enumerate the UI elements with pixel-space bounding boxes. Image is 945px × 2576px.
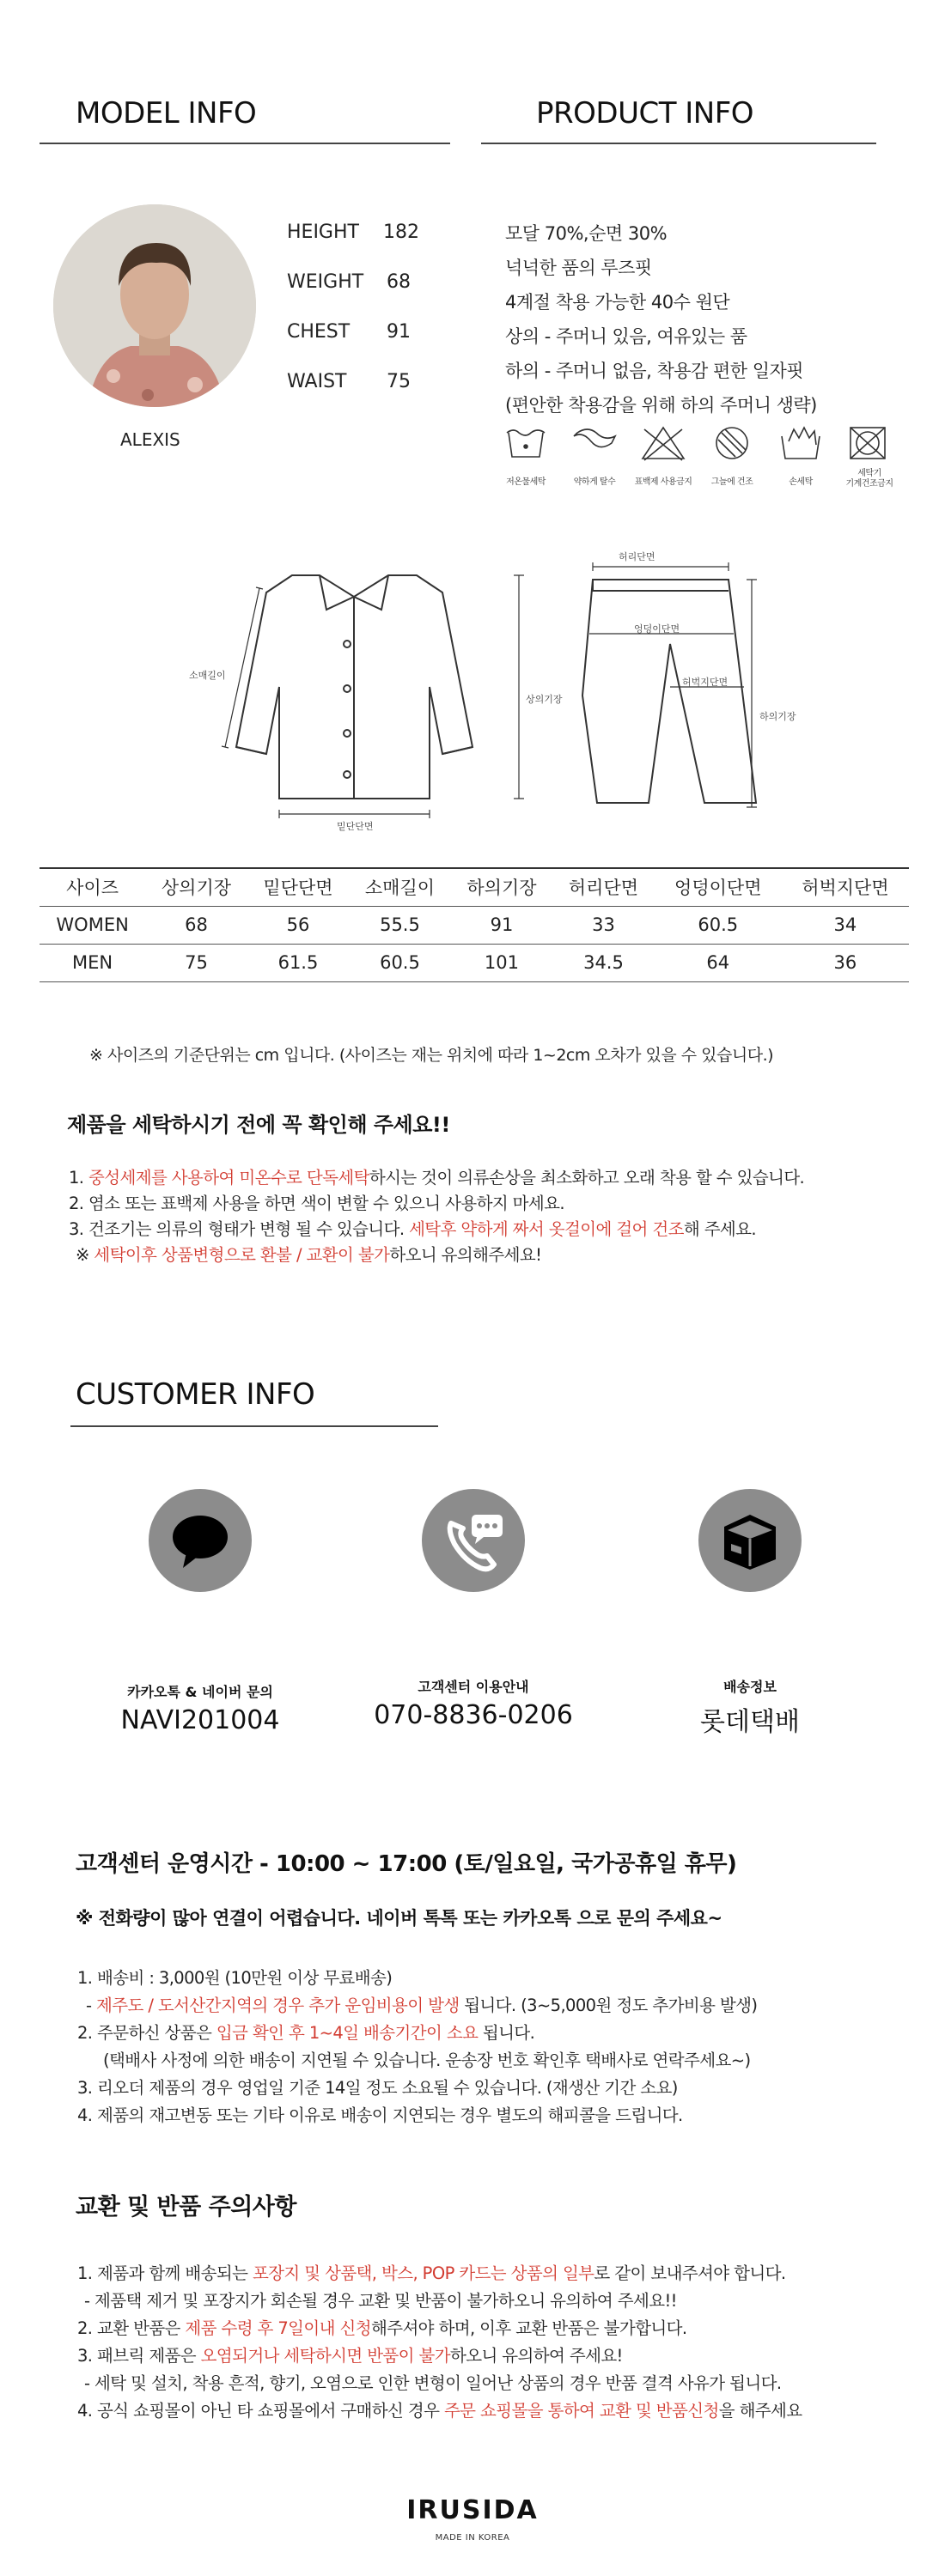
shipping-line-2: - 제주도 / 도서산간지역의 경우 추가 운임비용이 발생 됩니다. (3~5,000원 정도 추가비용 발생) <box>86 1996 758 2015</box>
kakao-id[interactable]: NAVI201004 <box>120 1705 280 1735</box>
hand-wash-icon <box>782 428 820 459</box>
table-cell: 68 <box>185 914 208 935</box>
table-cell: 56 <box>286 914 310 935</box>
wash-line-4: ※ 세탁이후 상품변형으로 환불 / 교환이 불가하오니 유의해주세요! <box>76 1245 542 1265</box>
returns-title: 교환 및 반품 주의사항 <box>76 2194 296 2221</box>
table-cell: 34.5 <box>583 952 624 973</box>
table-cell: 61.5 <box>277 952 319 973</box>
returns-line-1: 1. 제품과 함께 배송되는 포장지 및 상품택, 박스, POP 카드는 상품의 일부로 같이 보내주셔야 합니다. <box>77 2263 786 2283</box>
size-col-header: 사이즈 <box>66 878 119 899</box>
phone-icon <box>422 1489 525 1592</box>
product-info-divider <box>481 143 876 144</box>
stat-weight-label: WEIGHT <box>287 271 364 293</box>
table-cell: 60.5 <box>380 952 420 973</box>
size-diagram <box>172 550 790 841</box>
size-col-header: 상의기장 <box>161 878 232 899</box>
dim-shirt-hem: 밑단단면 <box>337 821 374 832</box>
low-temp-wash-icon <box>507 430 545 457</box>
no-tumble-dry-icon <box>850 428 885 459</box>
shipping-line-5: 3. 리오더 제품의 경우 영업일 기준 14일 정도 소요될 수 있습니다. (재생산 기간 소요) <box>77 2078 678 2098</box>
table-cell: 34 <box>833 914 857 935</box>
dim-pants-length: 하의기장 <box>759 711 796 722</box>
table-cell: 60.5 <box>698 914 739 935</box>
wash-line-1: 1. 중성세제를 사용하여 미온수로 단독세탁하시는 것이 의류손상을 최소화하고 오래 착용 할 수 있습니다. <box>69 1168 805 1188</box>
shipping-line-3: 2. 주문하신 상품은 입금 확인 후 1~4일 배송기간이 소요 됩니다. <box>77 2023 535 2043</box>
returns-line-3: 2. 교환 반품은 제품 수령 후 7일이내 신청해주셔야 하며, 이후 교환 반품은 불가합니다. <box>77 2318 687 2338</box>
table-row <box>40 906 909 944</box>
product-line-4: 상의 - 주머니 있음, 여유있는 품 <box>505 326 747 347</box>
care-label-4: 그늘에 건조 <box>710 477 753 487</box>
hours-title: 고객센터 운영시간 - 10:00 ~ 17:00 (토/일요일, 국가공휴일 휴무) <box>76 1851 737 1877</box>
returns-line-6: 4. 공식 쇼핑몰이 아닌 타 쇼핑몰에서 구매하신 경우 주문 쇼핑몰을 통하여 교환 및 반품신청을 해주세요 <box>77 2401 802 2421</box>
model-name: ALEXIS <box>120 429 180 450</box>
care-label-5: 손세탁 <box>789 477 813 487</box>
table-cell: 33 <box>592 914 615 935</box>
size-col-header: 엉덩이단면 <box>674 878 762 899</box>
size-table-header-row <box>40 868 909 906</box>
table-cell: 64 <box>706 952 730 973</box>
returns-line-5: - 세탁 및 설치, 착용 흔적, 향기, 오염으로 인한 변형이 일어난 상품의 경우 반품 결격 사유가 됩니다. <box>84 2373 782 2393</box>
product-line-3: 4계절 착용 가능한 40수 원단 <box>505 292 730 313</box>
kakao-circle <box>149 1489 252 1592</box>
stat-height-label: HEIGHT <box>287 222 359 243</box>
dim-waist: 허리단면 <box>619 551 655 562</box>
size-col-header: 밑단단면 <box>263 878 333 899</box>
chat-bubble-icon <box>149 1489 252 1592</box>
delivery-courier: 롯데택배 <box>700 1707 800 1737</box>
stat-height-value: 182 <box>383 222 419 243</box>
shirt-drawing <box>236 575 472 799</box>
returns-line-2: - 제품택 제거 및 포장지가 회손될 경우 교환 및 반품이 불가하오니 유의하여 주세요!! <box>84 2291 677 2311</box>
gentle-spin-icon <box>574 429 615 447</box>
callcenter-phone[interactable]: 070-8836-0206 <box>374 1700 573 1730</box>
model-avatar <box>53 204 256 407</box>
shipping-line-6: 4. 제품의 재고변동 또는 기타 이유로 배송이 지연되는 경우 별도의 해피콜을 드립니다. <box>77 2105 683 2125</box>
customer-info-title: CUSTOMER INFO <box>76 1377 315 1412</box>
table-cell: 91 <box>490 914 514 935</box>
model-info-divider <box>40 143 450 144</box>
product-line-1: 모달 70%,순면 30% <box>505 223 668 244</box>
returns-line-4: 3. 패브릭 제품은 오염되거나 세탁하시면 반품이 불가하오니 유의하여 주세요! <box>77 2346 623 2366</box>
stat-chest-value: 91 <box>387 321 411 343</box>
care-label-6: 세탁기 기계건조금지 <box>845 469 893 489</box>
care-label-2: 약하게 탈수 <box>573 477 616 487</box>
care-label-3: 표백제 사용금지 <box>634 477 692 487</box>
dim-sleeve-length: 소매길이 <box>189 670 226 681</box>
table-cell: 101 <box>484 952 520 973</box>
table-cell: 75 <box>185 952 208 973</box>
brand-tagline: MADE IN KOREA <box>435 2533 510 2543</box>
size-table <box>40 867 909 982</box>
no-bleach-icon <box>643 428 684 460</box>
care-icons <box>502 424 897 465</box>
product-line-2: 넉넉한 품의 루즈핏 <box>505 258 652 278</box>
brand-logo: IRUSIDA <box>406 2495 539 2525</box>
wash-line-2: 2. 염소 또는 표백제 사용을 하면 색이 변할 수 있으니 사용하지 마세요. <box>69 1194 564 1213</box>
product-info-title: PRODUCT INFO <box>536 96 754 131</box>
product-line-5: 하의 - 주머니 없음, 착용감 편한 일자핏 <box>505 361 804 381</box>
dim-hip: 엉덩이단면 <box>634 623 680 635</box>
shipping-line-1: 1. 배송비 : 3,000원 (10만원 이상 무료배송) <box>77 1968 393 1988</box>
table-cell: 36 <box>833 952 857 973</box>
pants-drawing <box>582 580 756 803</box>
hours-notice: ※ 전화량이 많아 연결이 어렵습니다. 네이버 톡톡 또는 카카오톡 으로 문의 주세요~ <box>76 1908 722 1929</box>
dim-top-length: 상의기장 <box>526 694 563 705</box>
care-label-1: 저온물세탁 <box>506 477 546 487</box>
phone-circle <box>422 1489 525 1592</box>
delivery-label: 배송정보 <box>723 1679 777 1695</box>
size-col-header: 허리단면 <box>568 878 639 899</box>
delivery-circle <box>698 1489 802 1592</box>
kakao-label: 카카오톡 & 네이버 문의 <box>127 1684 273 1700</box>
shade-dry-icon <box>716 428 747 459</box>
shipping-line-4: (택배사 사정에 의한 배송이 지연될 수 있습니다. 운송장 번호 확인후 택배사로 연락주세요~) <box>103 2050 751 2070</box>
size-unit-note: ※ 사이즈의 기준단위는 cm 입니다. (사이즈는 재는 위치에 따라 1~2cm 오차가 있을 수 있습니다.) <box>89 1046 774 1065</box>
table-cell: WOMEN <box>56 914 129 935</box>
stat-chest-label: CHEST <box>287 321 351 343</box>
stat-waist-label: WAIST <box>287 371 347 392</box>
box-icon <box>698 1489 802 1592</box>
wash-line-3: 3. 건조기는 의류의 형태가 변형 될 수 있습니다. 세탁후 약하게 짜서 옷걸이에 걸어 건조해 주세요. <box>69 1219 757 1239</box>
size-col-header: 허벅지단면 <box>802 878 889 899</box>
wash-notice-title: 제품을 세탁하시기 전에 꼭 확인해 주세요!! <box>67 1113 450 1137</box>
table-cell: 55.5 <box>380 914 420 935</box>
stat-waist-value: 75 <box>387 371 411 392</box>
stat-weight-value: 68 <box>387 271 411 293</box>
model-info-title: MODEL INFO <box>76 96 257 131</box>
size-col-header: 소매길이 <box>364 878 436 899</box>
customer-info-divider <box>70 1425 438 1427</box>
product-line-6: (편안한 착용감을 위해 하의 주머니 생략) <box>505 395 817 416</box>
table-row <box>40 944 909 981</box>
callcenter-label: 고객센터 이용안내 <box>418 1679 529 1695</box>
table-cell: MEN <box>72 952 113 973</box>
dim-thigh: 허벅지단면 <box>682 677 729 688</box>
size-col-header: 하의기장 <box>466 878 537 899</box>
